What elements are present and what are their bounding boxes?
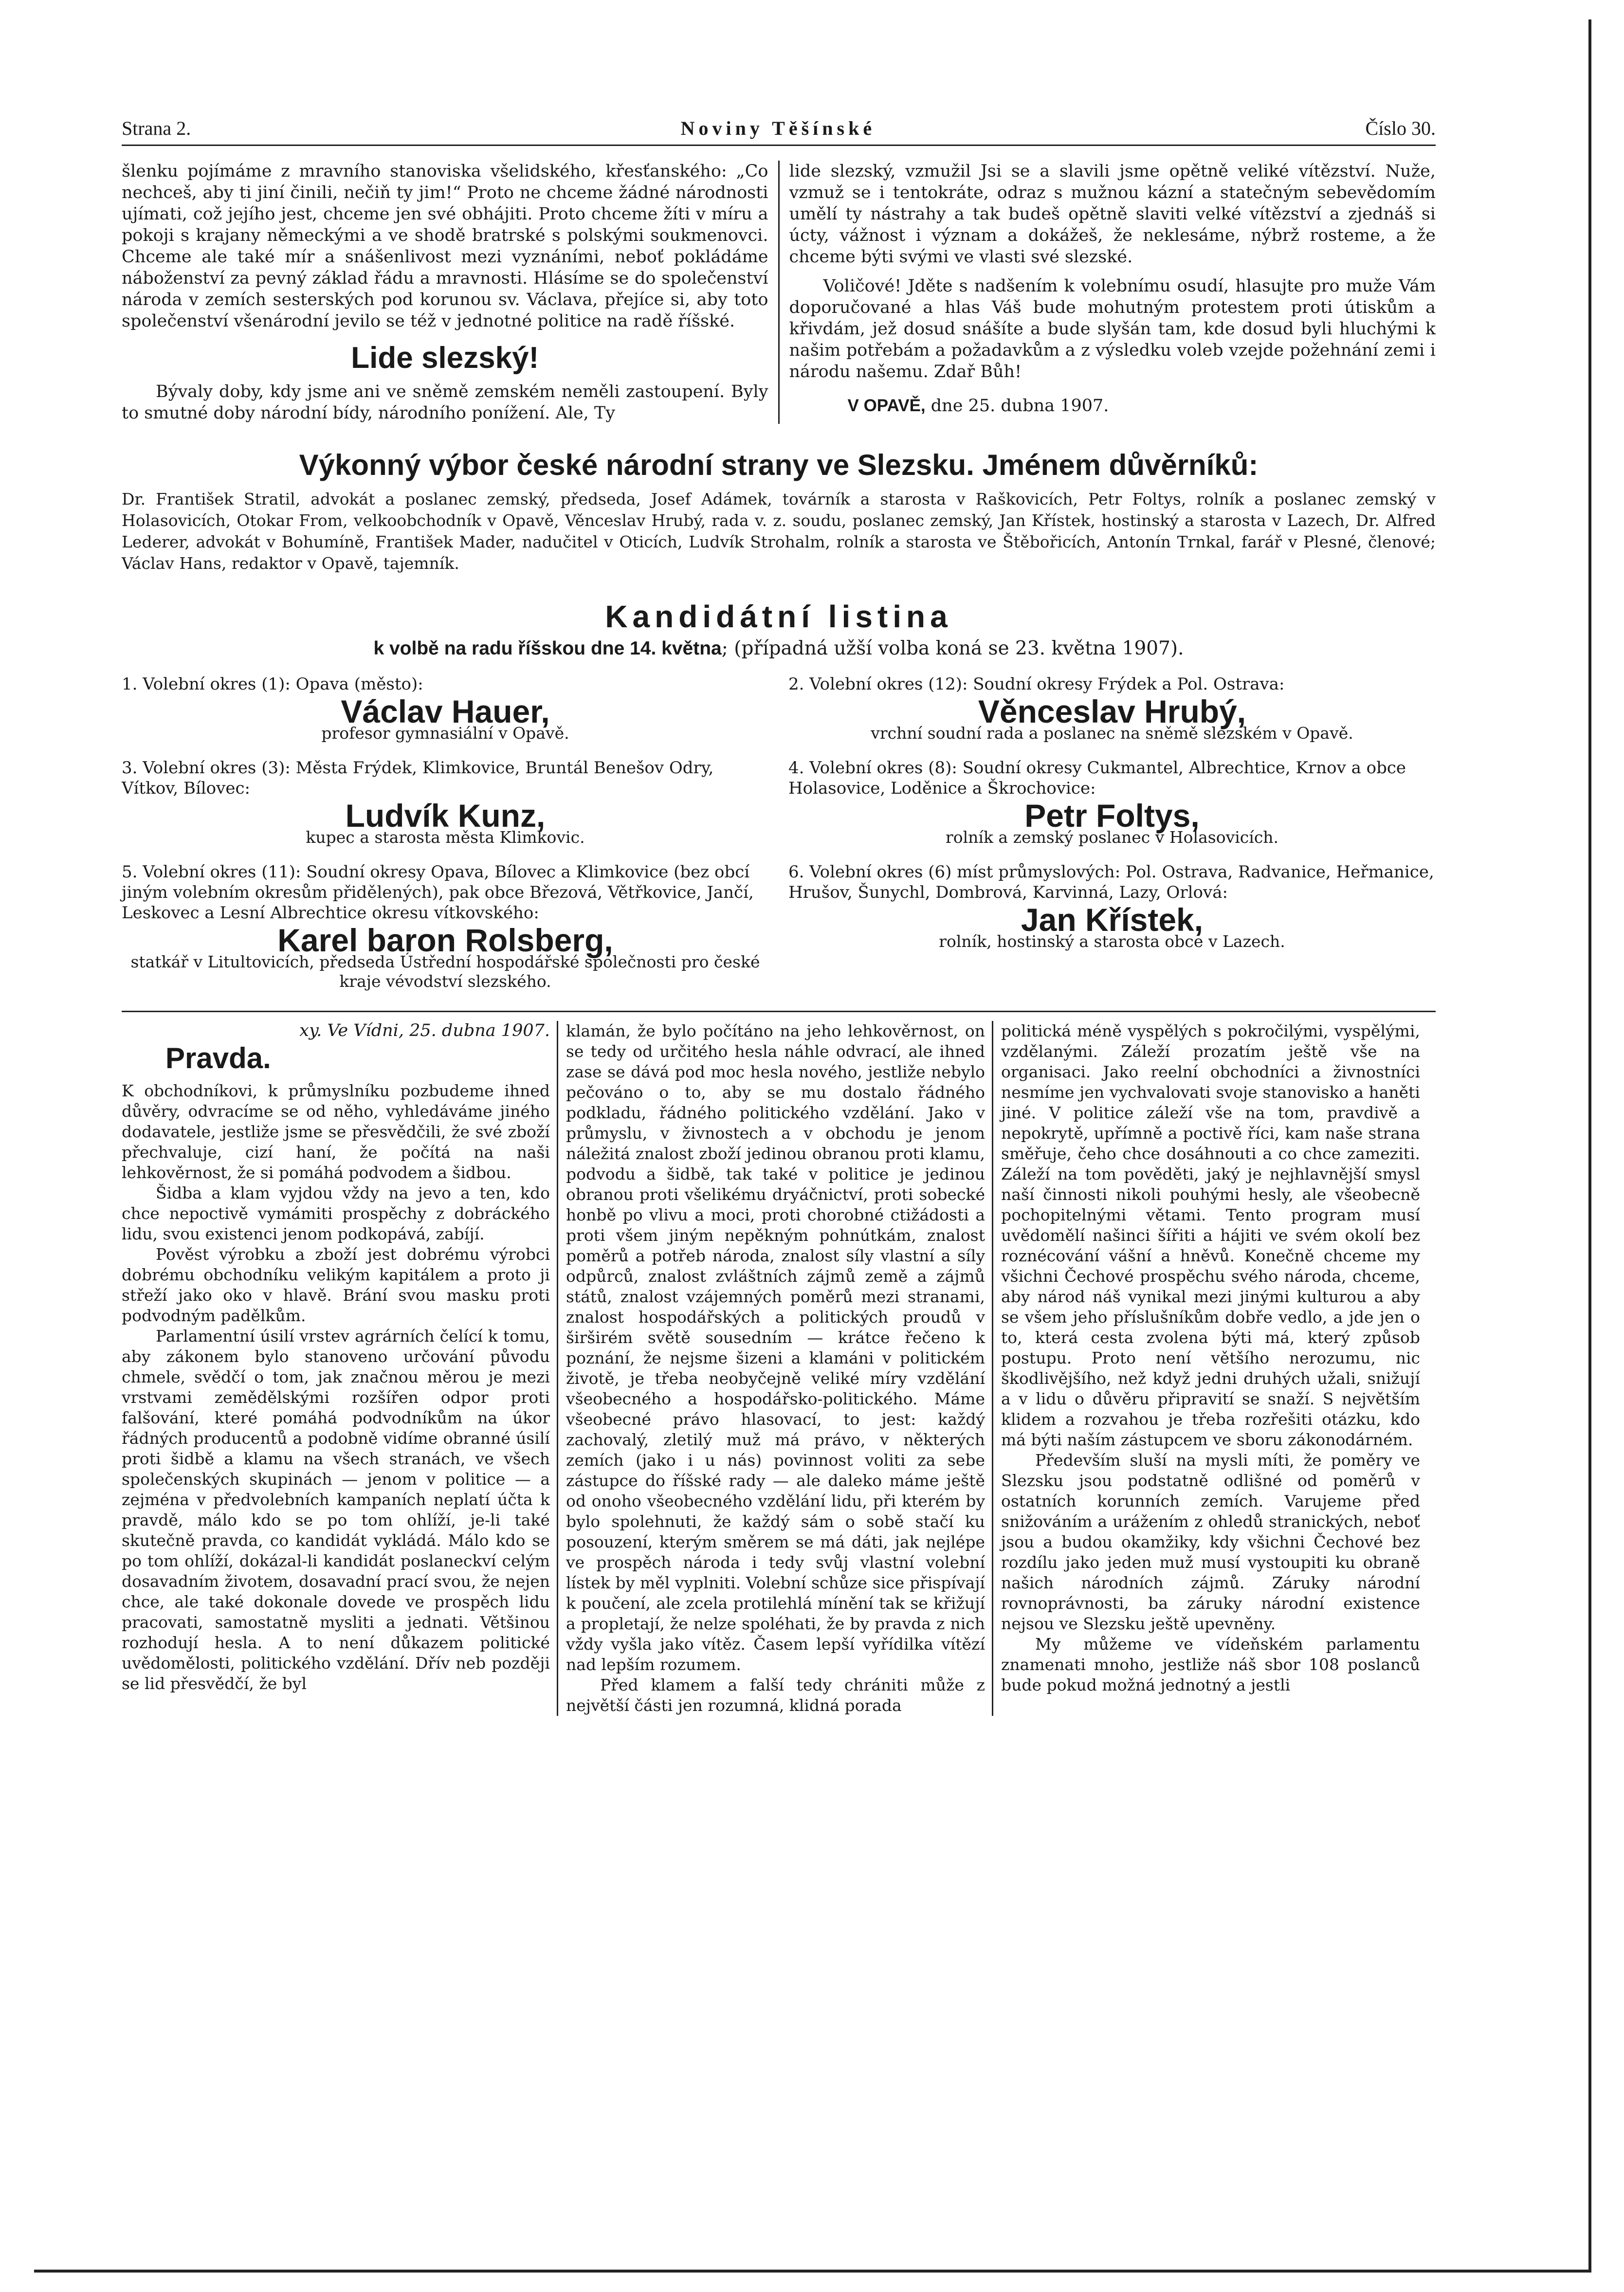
bygone-days-paragraph: Bývaly doby, kdy jsme ani ve sněmě zemském neměli zastoupení. Byly to smutné doby národní bídy, národního ponížení. Ale, Ty [122,382,768,423]
district-block [788,674,1436,743]
candidate-list-title: Kandidátní listina [605,599,952,634]
voters-appeal-paragraph: Voličové! Jděte s nadšením k volebnímu osudí, hlasujte pro muže Vám doporučované a hlas Váš bude mohutným protestem proti útiskům a křivdám, jež dosud snášíte a bude slyšán tam, kde dosud byli hluchými k našim potřebám a požadavkům a z výsledku voleb vzejde požehnání zemi i národu našemu. Zdař Bůh! [789,276,1436,382]
article-column-3 [992,1021,1420,1716]
dateline [789,396,1436,416]
district-block [122,862,769,991]
district-block [122,674,769,743]
pravda-article [122,1021,1436,1716]
newspaper-page [122,117,1436,1716]
candidate-list-subtitle [122,637,1436,659]
candidate-name: Petr Foltys, [1024,798,1200,834]
candidate-name: Jan Křístek, [1021,902,1204,938]
candidate-description: rolník a zemský poslanec v Holasovicích. [945,828,1279,847]
committee-title: Výkonný výbor české národní strany ve Slezsku. Jménem důvěrníků: [299,449,1259,481]
candidate-description: vrchní soudní rada a poslanec na sněmě slezském v Opavě. [871,724,1353,743]
district-label: 3. Volební okres (3): Města Frýdek, Klimkovice, Bruntál Benešov Odry, Vítkov, Bílovec: [122,758,714,798]
top-section [122,161,1436,424]
article-paragraph: K obchodníkovi, k průmyslníku pozbudeme ihned důvěry, odvracíme se od něho, vyhledáváme jiného dodavatele, jestliže jsme se přesvědčili, že své zboží přechvaluje, cizí haní, že počítá na naši lehkověrnost, že si pomáhá podvodem a šidbou. [122,1081,550,1182]
candidate-description: rolník, hostinský a starosta obce v Lazech. [939,932,1285,951]
election-date-bold: k volbě na radu říšskou dne 14. května [373,638,722,659]
candidate-description: statkář v Litultovicích, předseda Ústřední hospodářské společnosti pro české kraje vévodství slezského. [130,952,760,991]
masthead: Noviny Těšínské [680,117,876,139]
candidate-description: profesor gymnasiální v Opavě. [321,724,569,743]
article-byline: xy. Ve Vídni, 25. dubna 1907. [299,1021,550,1040]
candidate-name: Václav Hauer, [341,693,550,729]
article-paragraph: politická méně vyspělých s pokročilými, vyspělými, vzdělanými. Záleží prozatím ještě vše na organisaci. Jako reelní obchodníci a živnostníci nesmíme jen vychvalovati svoje stanovisko a haněti jiné. V politice záleží vše na tom, pravdivě a nepokrytě, upřímně a poctivě říci, kam naše strana směřuje, čeho chce dosáhnouti a co chce zameziti. Záleží na tom pověděti, jaký je nejhlavnější smysl naší činnosti nikoli pouhými hesly, ale všeobecně pochopitelnými větami. Tento program musí uvědomělí našinci šířiti a hájiti ve svém okolí bez roznécování vášní a hněvů. Konečně chceme my všichni Čechové prospěchu svého národa, chceme, aby národ náš vynikal mezi jinými kulturou a aby se všem jeho příslušníkům dobře vedlo, a jde jen o to, která cesta zvolena býti má, který způsob postupu. Proto není většího nerozumu, nic škodlivějšího, než když jedni druhých užali, snižují a v lidu o důvěru připravití se snaží. S největším klidem a rozvahou je třeba rozřešiti otázku, kdo má býti naším zástupcem ve sboru zákonodárném. [1001,1021,1420,1449]
page-header [122,117,1436,146]
article-paragraph: Pověst výrobku a zboží jest dobrému výrobci dobrému obchodníku velikým kapitálem a proto ji střeží jako oko v hlavě. Brání svou masku proti podvodným padělkům. [122,1245,550,1325]
page-number: Strana 2. [122,117,191,139]
district-label: 2. Volební okres (12): Soudní okresy Frýdek a Pol. Ostrava: [788,674,1285,694]
article-paragraph: Parlamentní úsilí vrstev agrárních čelící k tomu, aby zákonem bylo stanoveno určování původu chmele, svědčí o tom, jak značnou měrou je mezi vrstvami zemědělskými rozšířen odpor proti falšování, které pomáhá podvodníkům na úkor řádných producentů a podobně vidíme obranné úsilí proti šidbě a klamu na všech stranách, ve všech společenských skupinách — jenom v politice — a zejména v předvolebních kampaních neplatí účta k pravdě, málo kdo se po tom ohlíží, je-li také skutečně pravda, co kandidát vykládá. Málo kdo se po tom ohlíží, dokázal-li kandidát poslaneckví celým dosavadním životem, dosavadní prací svou, že nejen chce, ale také dokonale dovede ve prospěch lidu pracovati, samostatně mysliti a jednati. Většinou rozhodují hesla. A to není důkazem politické uvědomělosti, politického vzdělání. Dřív neb později se lid přesvědčí, že byl [122,1327,550,1693]
committee-members: Dr. František Stratil, advokát a poslanec zemský, předseda, Josef Adámek, továrník a starosta v Raškovicích, Petr Foltys, rolník a poslanec zemský v Holasovicích, Otokar From, velkoobchodník v Opavě, Věnceslav Hrubý, rada v. z. soudu, poslanec zemský, Jan Křístek, hostinský a starosta v Lazech, Dr. Alfred Lederer, advokát v Bohumíně, František Mader, nadučitel v Oticích, Ludvík Strohalm, rolník a starosta ve Štěbořicích, Antonín Trnkal, farář v Plesné, členové; Václav Hans, redaktor v Opavě, tajemník. [122,490,1436,573]
dateline-place: V OPAVĚ, [847,396,926,415]
manifesto-paragraph: šlenku pojímáme z mravního stanoviska všelidského, křesťanského: „Co nechceš, aby ti jiní činili, nečiň ty jim!“ Proto ne chceme žádné národnosti ujímati, což jejího jest, chceme jen své obhájiti. Proto chceme žíti v míru a pokoji s krajany německými a ve shodě bratrské s polskými soukmenovci. Chceme ale také mír a snášenlivost mezi vyznáními, neboť pokládáme náboženství za pevný základ řádu a mravnosti. Hlásíme se do společenství národa v zemích sesterských pod korunou sv. Václava, přejíce si, aby toto společenství všenárodní jevilo se též v jednotné politice na radě říšské. [122,162,768,331]
district-block [788,758,1436,847]
district-label: 4. Volební okres (8): Soudní okresy Cukmantel, Albrechtice, Krnov a obce Holasovice, Loděnice a Škrochovice: [788,758,1406,798]
article-title: Pravda. [165,1042,271,1074]
article-paragraph: Především sluší na mysli míti, že poměry ve Slezsku jsou podstatně odlišné od poměrů v ostatních korunních zemích. Varujeme před snižováním a urážením z ohledů stranických, neboť jsou a budou okamžiky, kdy všichni Čechové bez rozdílu jako jeden muž musí vystoupiti ku obraně našich národních zájmů. Záruky národní rovnoprávnosti, ba záruky národní existence nejsou ve Slezsku ještě upevněny. [1001,1451,1420,1633]
section-divider [122,1011,1436,1012]
candidate-name: Karel baron Rolsberg, [277,922,613,958]
article-column-2 [557,1021,985,1716]
article-paragraph: Šidba a klam vyjdou vždy na jevo a ten, kdo chce nepoctivě vymámiti prospěchy z dobráckého lidu, svou existenci jenom podkopává, zabíjí. [122,1183,550,1243]
lide-slezsky-heading: Lide slezský! [351,341,539,375]
district-label: 1. Volební okres (1): Opava (město): [122,674,423,694]
district-block [788,862,1436,991]
issue-number: Číslo 30. [1365,117,1436,139]
district-block [122,758,769,847]
article-column-1 [122,1021,550,1716]
runoff-note: ; (případná užší volba koná se 23. května 1907). [721,637,1184,659]
candidate-name: Ludvík Kunz, [345,798,546,834]
top-right-column [780,161,1436,424]
victory-paragraph: lide slezský, vzmužil Jsi se a slavili jsme opětně veliké vítězství. Nuže, vzmuž se i tentokráte, odraz s mužnou kázní a statečným sebevědomím umělí ty nástrahy a tak budeš opětně slaviti velké vítězství a zjednáš si úcty, vážnost i význam a dokážeš, že neklesáme, nýbrž rosteme, a že chceme býti svými ve vlasti své slezské. [789,162,1436,267]
candidate-description: kupec a starosta města Klimkovic. [306,828,585,847]
candidate-name: Věnceslav Hrubý, [978,693,1246,729]
candidate-grid [122,674,1436,991]
article-paragraph: Před klamem a falší tedy chrániti může z největší části jen rozumná, klidná porada [566,1675,985,1715]
top-left-column [122,161,780,424]
district-label: 5. Volební okres (11): Soudní okresy Opava, Bílovec a Klimkovice (bez obcí jiným volebním okresům přidělených), pak obce Březová, Větřkovice, Jančí, Leskovec a Lesní Albrechtice okresu vítkovského: [122,862,754,923]
dateline-date: dne 25. dubna 1907. [931,396,1109,416]
article-paragraph: My můžeme ve vídeňském parlamentu znamenati mnoho, jestliže náš sbor 108 poslanců bude pokud možná jednotný a jestli [1001,1635,1420,1694]
district-label: 6. Volební okres (6) míst průmyslových: Pol. Ostrava, Radvanice, Heřmanice, Hrušov, Šunychl, Dombrová, Karvinná, Lazy, Orlová: [788,862,1434,902]
article-paragraph: klamán, že bylo počítáno na jeho lehkověrnost, on se tedy od určitého hesla náhle odvrací, ale ihned zase se dává pod moc hesla nového, jestliže nebylo pečováno o to, aby se mu dostalo řádného podkladu, řádného politického vzdělání. Jako v průmyslu, v živnostech a v obchodu je jenom náležitá znalost zboží jedinou obranou proti klamu, podvodu a šidbě, tak také v politice je jedinou obranou proti všelikému dryáčnictví, proti sobecké honbě po vlivu a moci, proti chorobné ctižádosti a proti všem jiným nepěkným pohnútkám, znalost poměrů a potřeb národa, znalost síly vlastní a síly odpůrců, znalost zvláštních zájmů země a zájmů států, znalost vzájemných poměrů mezi stranami, znalost hospodářských a politických proudů v širširém světě sousedním — krátce řečeno k poznání, že nejsme šizeni a klamáni v politickém životě, je třeba neobyčejně veliké míry vzdělání všeobecného a hospodářsko-politického. Máme všeobecné právo hlasovací, to jest: každý zachovalý, zletilý muž má právo, v některých zemích (jako i u nás) povinnost voliti za sebe zástupce do říšské rady — ale daleko máme ještě od onoho všeobecného vzdělání lidu, při kterém by bylo spolehnuti, že každý sám o sobě stačí ku posouzení, kterým směrem se má dáti, jak nejlépe ve prospěch národa i tedy svůj vlastní volební lístek by měl vyplniti. Volební schůze sice přispívají k poučení, ale zcela protilehlá mínění tak se křižují a propletají, že nelze spoléhati, že by pravda z nich vždy vyšla jako vítěz. Časem lepší vyřídilka vítězí nad lepším rozumem. [566,1021,985,1674]
